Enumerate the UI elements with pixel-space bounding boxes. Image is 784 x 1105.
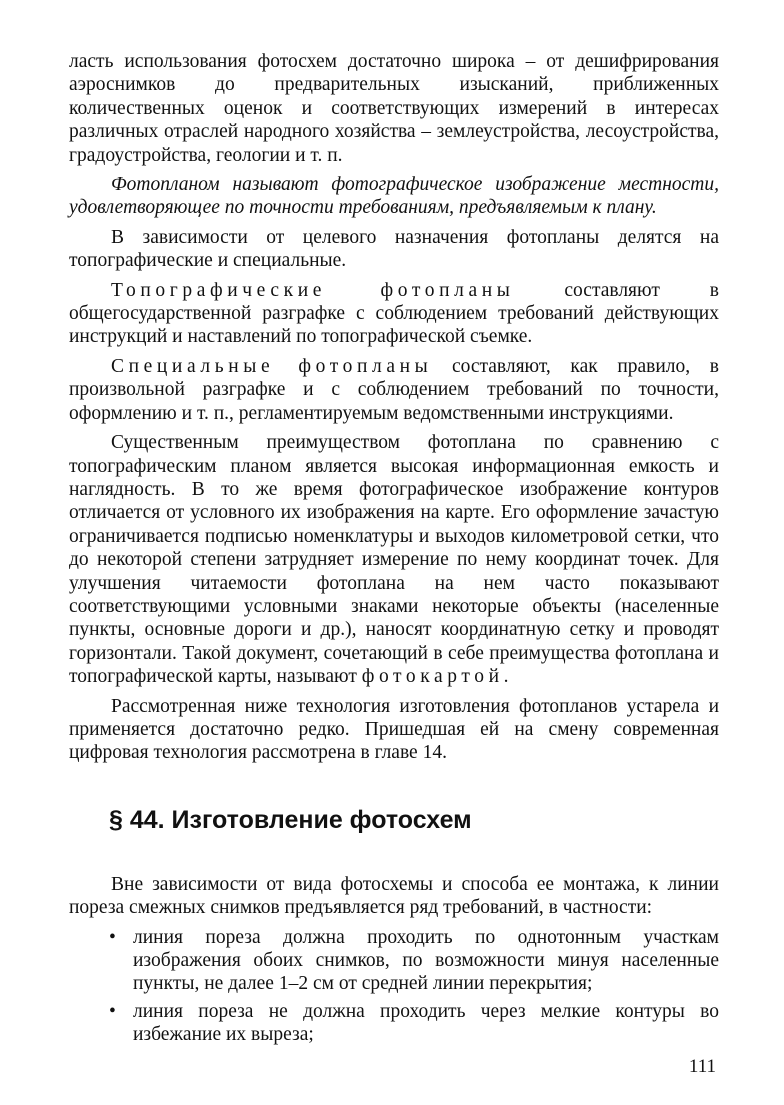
bullet-icon: •: [109, 1000, 116, 1022]
paragraph-photoplan-types: В зависимости от целевого назначения фотопланы делятся на топографические и специальные.: [69, 226, 719, 272]
requirements-list: [69, 926, 719, 1047]
paragraph-topographic-photoplans: [69, 279, 719, 349]
list-item-text: линия пореза не должна проходить через мелкие контуры во избежание их выреза;: [133, 1000, 719, 1046]
paragraph-technology-note: Рассмотренная ниже технология изготовления фотопланов устарела и применяется достаточно редко. Пришедшая ей на смену современная цифровая технология рассмотрена в главе 14.: [69, 695, 719, 764]
paragraph-photoplan-advantages: [69, 431, 719, 688]
definition-photoplan: Фотопланом называют фотографическое изображение местности, удовлетворяющее по точности требованиям, предъявляемым к плану.: [69, 174, 719, 219]
page-number: 111: [688, 1056, 716, 1077]
term-special-photoplans: Специальные фотопланы: [111, 355, 433, 377]
list-item-text: линия пореза должна проходить по однотонным участкам изображения обоих снимков, по возможности минуя населенные пункты, не далее 1–2 см от средней линии перекрытия;: [133, 926, 719, 995]
term-topographic-photoplans: Топографические фотопланы: [111, 279, 515, 301]
section-heading: § 44. Изготовление фотосхем: [109, 805, 472, 834]
paragraph-text: составляют, как правило, в произвольной разграфке и с соблюдением требований по точности, оформлению и т. п., регламентируемым ведомственными инструкциями.: [69, 355, 719, 424]
paragraph-special-photoplans: [69, 355, 719, 425]
paragraph-continuation: ласть использования фотосхем достаточно широка – от дешифрирования аэроснимков до предварительных изысканий, приближенных количественных оценок и соответствующих измерений в интересах различных отраслей народного хозяйства – землеустройства, лесоустройства, градоустройства, геологии и т. п.: [69, 51, 719, 166]
list-item: [69, 926, 719, 996]
paragraph-text: составляют в общегосударственной разграфке с соблюдением требований действующих инструкций и наставлений по топографической съемке.: [69, 279, 719, 348]
bullet-icon: •: [109, 926, 116, 948]
paragraph-text: Существенным преимуществом фотоплана по сравнению с топографическим планом является высокая информационная емкость и наглядность. В то же время фотографическое изображение контуров отличается от условного их изображения на карте. Его оформление зачастую ограничивается подписью номенклатуры и выходов километровой сетки, что до некоторой степени затрудняет измерение по нему координат точек. Для улучшения читаемости фотоплана на нем часто показывают соответствующими условными знаками некоторые объекты (населенные пункты, основные дороги и др.), наносят координатную сетку и проводят горизонтали. Такой документ, сочетающий в себе преимущества фотоплана и топографической карты, называют: [69, 432, 719, 688]
section-intro: Вне зависимости от вида фотосхемы и способа ее монтажа, к линии пореза смежных снимков предъявляется ряд требований, в частности:: [69, 873, 719, 919]
list-item: [69, 1000, 719, 1047]
page-body: [69, 50, 719, 1051]
term-photomap: фотокартой.: [361, 666, 514, 688]
